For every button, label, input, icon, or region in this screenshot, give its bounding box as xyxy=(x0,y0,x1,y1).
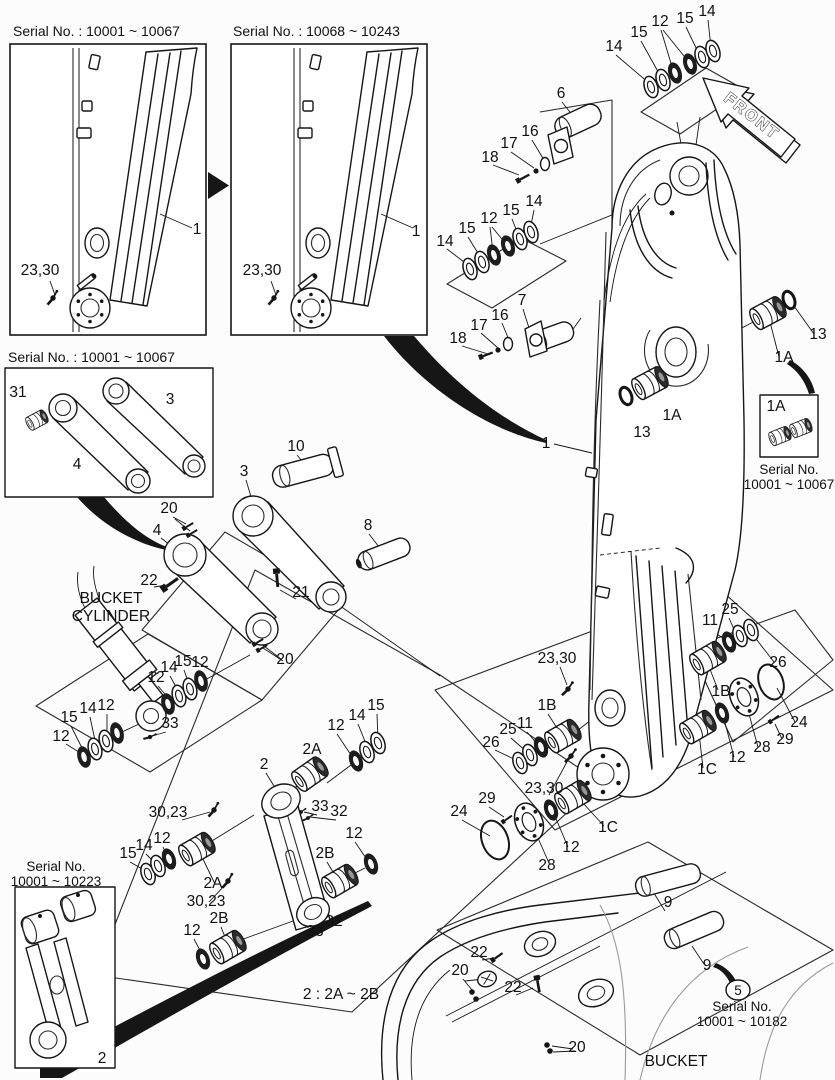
part-label-12: 12 xyxy=(562,839,580,856)
part-label-22: 22 xyxy=(504,979,522,996)
part-label-24: 24 xyxy=(790,714,808,731)
part-label-1: 1 xyxy=(411,223,421,240)
part-label-29: 29 xyxy=(478,790,496,807)
part-label-33: 33 xyxy=(311,798,329,815)
part-label-18: 18 xyxy=(481,149,499,166)
part-label-23-30: 23,30 xyxy=(537,650,577,667)
part-label-14: 14 xyxy=(436,233,454,250)
part-label-25: 25 xyxy=(721,601,739,618)
bolt-20-icon xyxy=(469,989,475,995)
part-label-16: 16 xyxy=(521,123,539,140)
part-label-1: 1 xyxy=(541,435,551,452)
part-label-3: 3 xyxy=(165,391,175,408)
part-label-24: 24 xyxy=(450,803,468,820)
part-label-20: 20 xyxy=(160,500,178,517)
part-label-15: 15 xyxy=(502,202,520,219)
part-label-12: 12 xyxy=(183,922,201,939)
inset-box-serial-1 xyxy=(10,44,206,335)
part-label-12: 12 xyxy=(480,210,498,227)
bucket-cylinder-label-line2: CYLINDER xyxy=(71,608,151,625)
part-label-2B: 2B xyxy=(315,845,335,862)
inset-1a-label: 1A xyxy=(766,398,786,415)
part-label-12: 12 xyxy=(327,717,345,734)
part-label-12: 12 xyxy=(97,697,115,714)
part-label-12: 12 xyxy=(345,825,363,842)
inset2-serial-title: Serial No. : 10068 ~ 10243 xyxy=(233,23,400,39)
part-label-25: 25 xyxy=(499,721,517,738)
part-label-2A: 2A xyxy=(302,741,322,758)
part-label-7: 7 xyxy=(517,292,527,309)
inset-link2-serial-line1: Serial No. xyxy=(26,859,86,874)
inset1-serial-title: Serial No. : 10001 ~ 10067 xyxy=(13,23,180,39)
link2-range-label: 2 : 2A ~ 2B xyxy=(302,986,380,1003)
pin9-serial-line2: 10001 ~ 10182 xyxy=(696,1014,788,1029)
part-label-15: 15 xyxy=(630,24,648,41)
part-label-1A: 1A xyxy=(774,349,794,366)
serial-ref-badge-number: 5 xyxy=(734,983,742,998)
part-label-15: 15 xyxy=(60,709,78,726)
pin9-serial-line1: Serial No. xyxy=(712,999,772,1014)
part-label-2: 2 xyxy=(97,1050,107,1067)
bolt-20-icon xyxy=(544,1042,550,1048)
part-label-14: 14 xyxy=(698,3,716,20)
part-label-14: 14 xyxy=(348,707,366,724)
part-label-13: 13 xyxy=(633,424,651,441)
part-label-23-30: 23,30 xyxy=(20,262,60,279)
part-label-15: 15 xyxy=(119,845,137,862)
part-label-6: 6 xyxy=(556,85,566,102)
part-label-12: 12 xyxy=(191,654,209,671)
inset-1a-serial-line1: Serial No. xyxy=(759,462,819,477)
part-label-22: 22 xyxy=(140,572,158,589)
bucket-label: BUCKET xyxy=(644,1053,708,1070)
part-label-14: 14 xyxy=(79,700,97,717)
part-label-12: 12 xyxy=(651,13,669,30)
part-label-18: 18 xyxy=(449,330,467,347)
bolt-20-icon xyxy=(547,1048,553,1054)
part-label-4: 4 xyxy=(152,522,162,539)
part-label-16: 16 xyxy=(491,307,509,324)
part-label-1B: 1B xyxy=(537,697,557,714)
part-label-15: 15 xyxy=(676,10,694,27)
bucket-cylinder-label-line1: BUCKET xyxy=(79,590,143,607)
part-label-30-23: 30,23 xyxy=(186,893,226,910)
part-label-17: 17 xyxy=(500,135,518,152)
part-label-2A: 2A xyxy=(203,875,223,892)
part-label-1: 1 xyxy=(192,221,202,238)
part-label-1C: 1C xyxy=(598,819,618,836)
part-label-21: 21 xyxy=(292,584,310,601)
front-arrow-label: FRONT xyxy=(720,89,783,144)
part-label-30-23: 30,23 xyxy=(148,804,188,821)
part-label-9: 9 xyxy=(663,894,673,911)
bolt-20-icon xyxy=(473,996,479,1002)
inset-1a-serial-line2: 10001 ~ 10067 xyxy=(743,477,835,492)
part-label-2: 2 xyxy=(259,756,269,773)
part-label-31: 31 xyxy=(9,384,27,401)
inset-box-link2 xyxy=(15,887,115,1068)
part-label-9: 9 xyxy=(702,957,712,974)
washer-17 xyxy=(533,168,538,173)
part-label-14: 14 xyxy=(605,38,623,55)
part-label-14: 14 xyxy=(160,659,178,676)
part-label-32: 32 xyxy=(330,803,348,820)
part-label-33: 33 xyxy=(306,923,324,940)
part-label-12: 12 xyxy=(153,830,171,847)
part-label-15: 15 xyxy=(458,220,476,237)
inset3-serial-title: Serial No. : 10001 ~ 10067 xyxy=(8,349,175,365)
part-label-11: 11 xyxy=(516,715,534,732)
part-label-33: 33 xyxy=(161,715,179,732)
part-label-20: 20 xyxy=(568,1039,586,1056)
part-label-22: 22 xyxy=(470,944,488,961)
part-label-8: 8 xyxy=(363,517,373,534)
part-label-1B: 1B xyxy=(711,683,731,700)
part-label-26: 26 xyxy=(769,654,787,671)
part-label-13: 13 xyxy=(809,326,827,343)
part-label-29: 29 xyxy=(776,731,794,748)
part-label-1C: 1C xyxy=(697,761,717,778)
part-label-14: 14 xyxy=(525,193,543,210)
part-label-15: 15 xyxy=(367,697,385,714)
part-label-1A: 1A xyxy=(662,407,682,424)
part-label-32: 32 xyxy=(325,913,343,930)
part-label-26: 26 xyxy=(482,734,500,751)
part-label-20: 20 xyxy=(451,962,469,979)
washer-16 xyxy=(541,158,550,171)
part-label-15: 15 xyxy=(174,653,192,670)
inset-box-links xyxy=(5,368,213,497)
part-label-28: 28 xyxy=(753,739,771,756)
part-label-17: 17 xyxy=(470,317,488,334)
inset-box-serial-2 xyxy=(231,44,427,335)
part-label-28: 28 xyxy=(538,857,556,874)
part-label-12: 12 xyxy=(728,749,746,766)
part-label-23-30: 23,30 xyxy=(524,780,564,797)
part-label-11: 11 xyxy=(701,612,719,629)
part-label-10: 10 xyxy=(287,438,305,455)
part-label-2B: 2B xyxy=(209,910,229,927)
part-label-3: 3 xyxy=(239,463,249,480)
inset-link2-serial-line2: 10001 ~ 10223 xyxy=(10,874,102,889)
part-label-12: 12 xyxy=(147,669,165,686)
part-label-23-30: 23,30 xyxy=(242,262,282,279)
part-label-14: 14 xyxy=(135,837,153,854)
part-label-4: 4 xyxy=(72,456,82,473)
part-label-12: 12 xyxy=(52,728,70,745)
part-label-20: 20 xyxy=(276,651,294,668)
